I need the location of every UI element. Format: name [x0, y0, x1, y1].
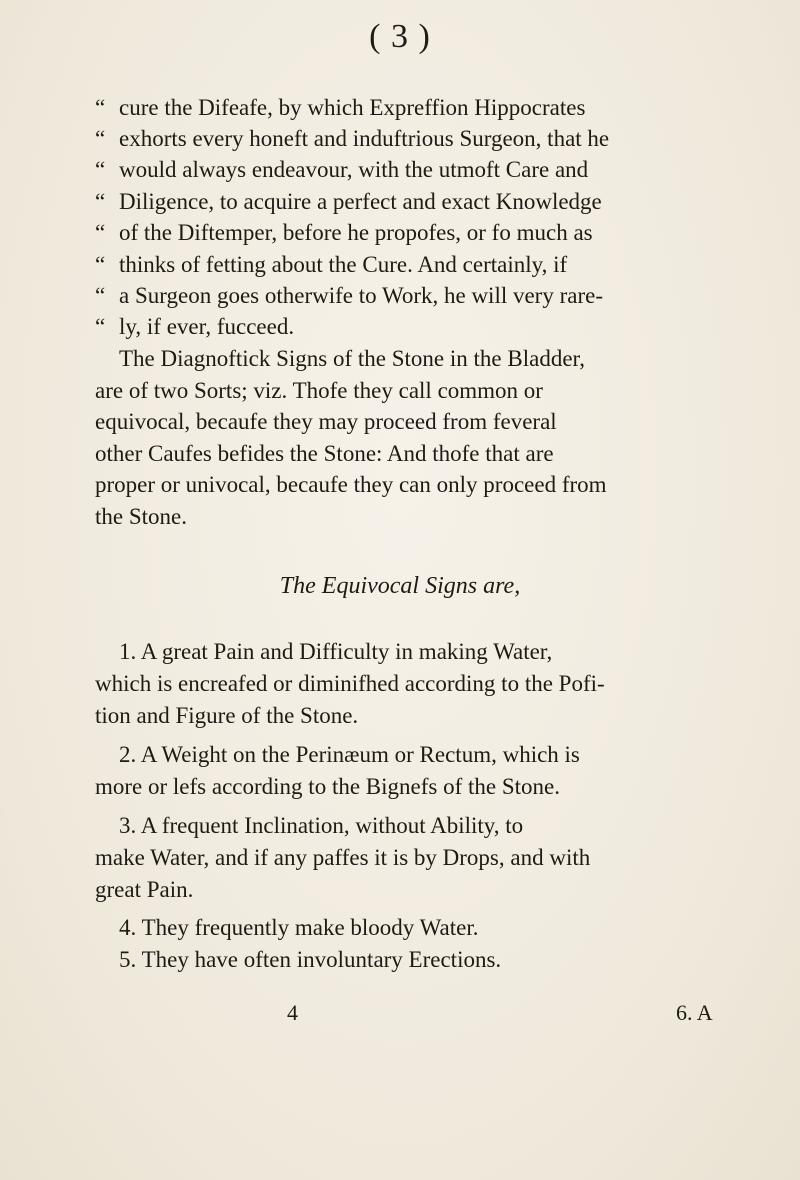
text-line: the Stone.: [95, 504, 187, 529]
text-line: equivocal, becaufe they may proceed from feveral: [95, 409, 557, 434]
text-line: tion and Figure of the Stone.: [95, 703, 359, 728]
list-item: 3. A frequent Inclination, without Ability, to: [119, 813, 524, 838]
catchword: 6. A: [676, 1000, 713, 1025]
text-line: “ thinks of fetting about the Cure. And certainly, if: [95, 252, 568, 277]
text-line: “ a Surgeon goes otherwife to Work, he will very rare-: [95, 283, 603, 308]
text-line: “ exhorts every honeft and induftrious Surgeon, that he: [95, 126, 610, 151]
section-heading: The Equivocal Signs are,: [279, 573, 521, 599]
text-line: The Diagnoftick Signs of the Stone in the Bladder,: [119, 346, 586, 371]
text-line: are of two Sorts; viz. Thofe they call common or: [95, 378, 543, 403]
list-item: 5. They have often involuntary Erections.: [119, 947, 502, 972]
text-line: “ ly, if ever, fucceed.: [95, 314, 295, 339]
text-line: “ would always endeavour, with the utmoft Care and: [95, 157, 589, 182]
text-line: more or lefs according to the Bignefs of the Stone.: [95, 774, 560, 799]
text-line: “ cure the Difeafe, by which Expreffion Hippocrates: [95, 95, 586, 120]
text-line: which is encreafed or diminifhed according to the Pofi-: [95, 671, 605, 696]
text-line: “ Diligence, to acquire a perfect and exact Knowledge: [95, 189, 602, 214]
text-line: great Pain.: [95, 877, 194, 902]
list-item: 1. A great Pain and Difficulty in making Water,: [119, 639, 553, 664]
text-line: other Caufes befides the Stone: And thofe that are: [95, 441, 554, 466]
list-item: 4. They frequently make bloody Water.: [119, 915, 479, 940]
page-number: ( 3 ): [369, 18, 431, 55]
text-line: “ of the Diftemper, before he propofes, or fo much as: [95, 220, 593, 245]
text-line: make Water, and if any paffes it is by Drops, and with: [95, 845, 591, 870]
text-line: proper or univocal, becaufe they can only proceed from: [95, 472, 607, 497]
list-item: 2. A Weight on the Perinæum or Rectum, which is: [119, 742, 580, 767]
signature-mark: 4: [287, 1000, 298, 1025]
